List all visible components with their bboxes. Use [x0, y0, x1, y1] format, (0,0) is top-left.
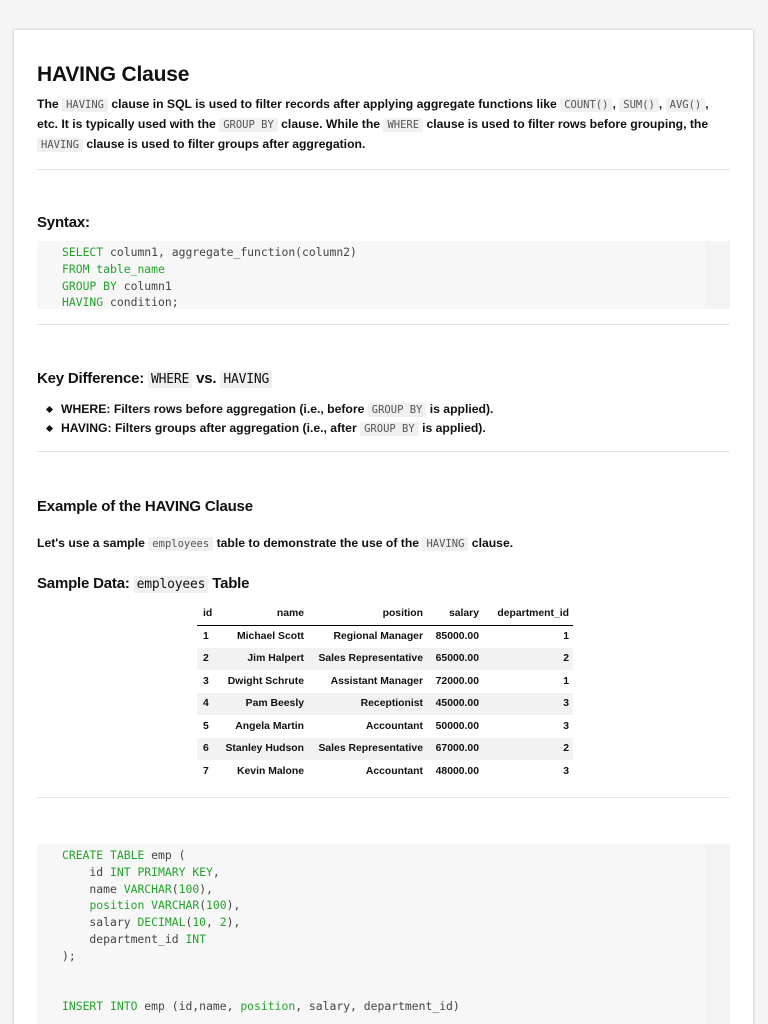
table-cell: Accountant — [365, 720, 423, 732]
table-cell: 7 — [203, 765, 209, 777]
code-text: , — [206, 915, 220, 930]
employees-table — [197, 603, 573, 783]
table-row — [197, 715, 573, 738]
paragraph-text: clause. — [471, 536, 514, 550]
code-text: , salary, department_id) — [295, 999, 460, 1014]
code-text: ( — [185, 915, 193, 930]
table-cell: 5 — [203, 720, 209, 732]
table-cell: 3 — [563, 765, 569, 777]
code-text: ), — [226, 898, 241, 913]
table-cell: 85000.00 — [435, 631, 479, 642]
table-cell: 2 — [563, 653, 569, 665]
table-row — [197, 738, 573, 761]
table-cell: Jim Halpert — [247, 653, 304, 665]
column-header: department_id — [483, 603, 573, 625]
table-cell: 2 — [563, 743, 569, 755]
list-item-label: HAVING — [61, 421, 108, 435]
code-keyword: position — [89, 898, 145, 913]
divider — [37, 169, 730, 170]
code-text: condition; — [103, 295, 179, 310]
key-difference-heading — [37, 370, 272, 387]
intro-text: clause in SQL is used to filter records after applying aggregate functions like — [111, 97, 557, 111]
intro-paragraph — [37, 95, 732, 155]
code-type: DECIMAL — [137, 915, 186, 930]
code-type: INT — [185, 931, 207, 946]
column-header: position — [308, 603, 427, 625]
inline-code: SUM() — [619, 98, 659, 112]
inline-code: COUNT() — [560, 98, 612, 112]
table-row — [197, 670, 573, 693]
table-cell: Assistant Manager — [330, 675, 423, 687]
inline-code: HAVING — [37, 138, 83, 152]
code-keyword: position — [240, 999, 296, 1014]
intro-text: , etc. It is typically used with the — [37, 97, 709, 131]
code-text: emp ( — [144, 848, 186, 862]
code-keyword: INSERT INTO — [62, 999, 138, 1014]
table-cell: 65000.00 — [435, 653, 479, 665]
table-cell: 4 — [203, 698, 209, 710]
example-paragraph — [37, 536, 513, 550]
table-cell: 72000.00 — [435, 675, 479, 687]
code-text: table_name — [89, 261, 165, 276]
column-header: name — [221, 603, 308, 625]
divider — [37, 797, 730, 798]
inline-code: GROUP BY — [360, 422, 419, 436]
table-cell: 6 — [203, 743, 209, 755]
table-cell: 50000.00 — [435, 720, 479, 732]
syntax-code-block[interactable] — [37, 241, 730, 309]
code-number: 100 — [178, 881, 200, 896]
code-keyword: PRIMARY KEY — [137, 864, 213, 879]
table-cell: 2 — [203, 653, 209, 665]
intro-text: clause. While the — [281, 117, 381, 131]
heading-text: Key Difference: — [37, 370, 145, 387]
table-cell: Stanley Hudson — [225, 743, 304, 755]
syntax-heading: Syntax: — [37, 214, 90, 231]
table-cell: 45000.00 — [435, 698, 479, 710]
code-number: 100 — [206, 898, 227, 913]
table-cell: 48000.00 — [435, 765, 479, 777]
intro-text: clause is used to filter rows before grouping, the — [426, 117, 709, 131]
code-block-scroll-edge — [705, 844, 730, 1024]
table-cell: 1 — [203, 631, 209, 642]
table-cell: Pam Beesly — [245, 698, 304, 710]
list-item-text: : Filters rows before aggregation (i.e., before — [106, 402, 365, 416]
inline-code: HAVING — [62, 98, 108, 112]
inline-code: employees — [148, 537, 213, 551]
code-keyword: HAVING — [62, 295, 104, 310]
intro-text: , — [658, 97, 663, 111]
intro-text: , — [612, 97, 616, 111]
table-cell: 67000.00 — [435, 743, 479, 755]
code-text: ( — [199, 898, 207, 913]
code-keyword: FROM — [62, 261, 90, 276]
column-header: id — [197, 603, 221, 625]
code-number: 2 — [219, 915, 227, 930]
code-text: column1 — [116, 278, 172, 293]
inline-code: GROUP BY — [219, 118, 278, 132]
code-keyword: SELECT — [62, 245, 104, 259]
heading-text: vs. — [196, 370, 217, 387]
table-cell: Regional Manager — [333, 631, 423, 642]
code-text: ), — [199, 881, 213, 896]
page-title: HAVING Clause — [37, 63, 190, 86]
code-text: department_id — [62, 931, 186, 946]
table-cell: 1 — [563, 631, 569, 642]
code-text: id — [62, 864, 111, 879]
code-type: INT — [110, 864, 131, 879]
code-keyword: CREATE TABLE — [62, 848, 145, 862]
code-text: , — [212, 864, 220, 879]
table-cell: 3 — [203, 675, 209, 687]
inline-code: employees — [134, 576, 209, 593]
table-cell: 3 — [563, 698, 569, 710]
list-item-text: is applied). — [422, 421, 486, 435]
inline-code: AVG() — [666, 98, 706, 112]
heading-text: Table — [212, 575, 250, 592]
table-cell: Kevin Malone — [237, 765, 304, 777]
difference-list — [37, 400, 493, 438]
code-text: ); — [62, 948, 76, 963]
code-keyword: GROUP BY — [62, 278, 117, 293]
code-text: name — [62, 881, 124, 896]
list-item-text: : Filters groups after aggregation (i.e., after — [107, 421, 357, 435]
table-cell: Accountant — [365, 765, 423, 777]
paragraph-text: Let's use a sample — [37, 536, 145, 550]
code-text: salary — [62, 915, 138, 930]
table-cell: 1 — [563, 675, 569, 687]
inline-code: GROUP BY — [368, 403, 427, 417]
table-cell: 3 — [563, 720, 569, 732]
sample-data-heading — [37, 575, 249, 592]
list-item-label: WHERE — [61, 402, 107, 416]
column-header: salary — [427, 603, 483, 625]
document-page — [14, 30, 753, 1024]
table-cell: Sales Representative — [318, 743, 423, 755]
table-cell: Dwight Schrute — [227, 675, 304, 687]
inline-code: WHERE — [148, 371, 192, 388]
example-heading: Example of the HAVING Clause — [37, 498, 253, 515]
code-type: VARCHAR — [123, 881, 172, 896]
code-number: 10 — [192, 915, 207, 930]
table-row — [197, 648, 573, 671]
intro-text: clause is used to filter groups after aggregation. — [86, 137, 366, 151]
divider — [37, 451, 730, 452]
table-header-row — [197, 603, 573, 625]
divider — [37, 324, 730, 325]
inline-code: HAVING — [422, 537, 468, 551]
code-text: ( — [171, 881, 179, 896]
table-cell: Receptionist — [360, 698, 423, 710]
table-row — [197, 760, 573, 783]
list-item — [37, 419, 493, 438]
code-text: emp (id,name, — [137, 999, 241, 1014]
table-cell: Sales Representative — [318, 653, 423, 665]
list-item — [37, 400, 493, 419]
table-cell: Michael Scott — [237, 631, 304, 642]
inline-code: WHERE — [383, 118, 423, 132]
intro-text: The — [37, 97, 59, 111]
code-type: VARCHAR — [151, 898, 200, 913]
code-block-scroll-edge — [705, 241, 730, 309]
heading-text: Sample Data: — [37, 575, 130, 592]
inline-code: HAVING — [220, 371, 272, 388]
list-item-text: is applied). — [429, 402, 494, 416]
code-text — [62, 898, 89, 912]
table-cell: Angela Martin — [235, 720, 304, 732]
table-row — [197, 693, 573, 716]
code-text: ), — [226, 915, 241, 930]
code-text: column1, aggregate_function(column2) — [103, 245, 357, 259]
create-table-code-block[interactable] — [37, 844, 730, 1024]
paragraph-text: table to demonstrate the use of the — [216, 536, 420, 550]
table-row — [197, 625, 573, 648]
